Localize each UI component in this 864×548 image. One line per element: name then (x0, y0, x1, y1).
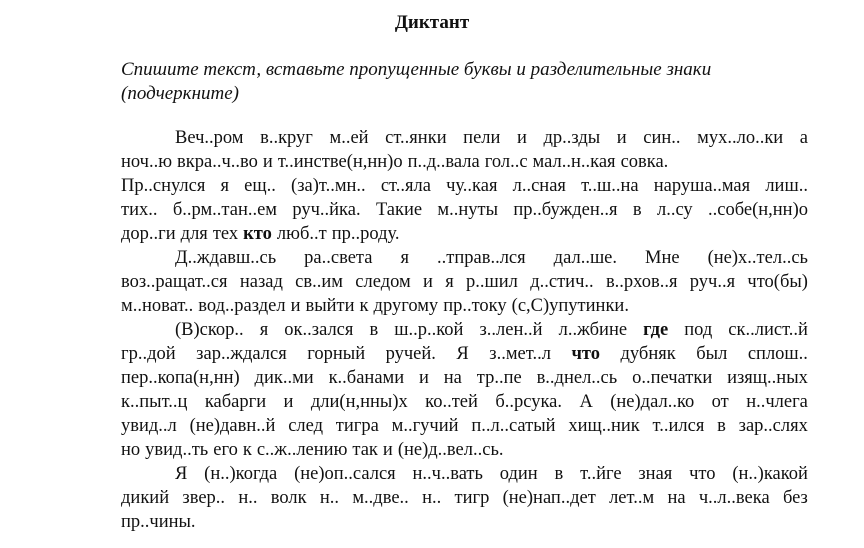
word: пр..роду. (331, 224, 400, 244)
word: и (283, 392, 294, 412)
word: звер.. (182, 488, 226, 508)
page-title: Диктант (394, 12, 470, 33)
word: другому (373, 296, 439, 316)
text-line (121, 342, 808, 366)
word: т..йге (580, 464, 622, 484)
word: Веч..ром (175, 128, 244, 148)
word: мух..ло..ки (697, 128, 784, 148)
text-line (121, 510, 808, 534)
word: увид..л (121, 416, 177, 436)
word: в (717, 416, 726, 436)
task-instruction (121, 58, 711, 106)
word: (не)давн..й (189, 416, 276, 436)
word: сплош.. (747, 344, 808, 364)
text-line (121, 486, 808, 510)
word: руч..я (689, 272, 736, 292)
word: тех (212, 224, 239, 244)
word: один (499, 464, 538, 484)
word: (за)т..мн.. (291, 176, 366, 196)
word: лиш.. (765, 176, 808, 196)
word: чу..кая (446, 176, 498, 196)
word: что (689, 464, 716, 484)
word: ок..зался (284, 320, 354, 340)
word: в..круг (260, 128, 313, 148)
word: руч..йка. (292, 200, 361, 220)
task-line: (подчеркните) (121, 83, 239, 104)
word: так (352, 440, 378, 460)
text-line (121, 462, 808, 486)
word: к..банами (328, 368, 405, 388)
word: к..пыт..ц (121, 392, 188, 412)
word: от (711, 392, 729, 412)
word: н..члега (746, 392, 808, 412)
word: дикий (121, 488, 170, 508)
text-line (121, 150, 808, 174)
word: (не)х..тел..сь (707, 248, 808, 268)
word: изящ..ных (727, 368, 808, 388)
word: А (579, 392, 593, 412)
word: был (696, 344, 728, 364)
word: др..зды (543, 128, 601, 148)
task-line: Спишите текст, вставьте пропущенные буквы и разделительные знаки (121, 59, 712, 80)
word: что(бы) (747, 272, 808, 292)
text-line (121, 174, 808, 198)
word: н.. (238, 488, 258, 508)
word: в (554, 464, 564, 484)
word: тих.. (121, 200, 158, 220)
word: н.. (422, 488, 442, 508)
paragraph (121, 318, 808, 462)
word: я (445, 272, 454, 292)
word: ноч..ю (121, 152, 173, 172)
word: б..рсука. (495, 392, 563, 412)
word: наруша..мая (653, 176, 751, 196)
word: дубняк (620, 344, 676, 364)
word: (В)скор.. (175, 320, 244, 340)
word: на (443, 368, 462, 388)
word: пер..копа(н,нн) (121, 368, 240, 388)
text-line (121, 294, 808, 318)
word: п..д..вала (407, 152, 480, 172)
word: дор..ги (121, 224, 176, 244)
word: л..су (656, 200, 693, 220)
word: воз..ращат..ся (121, 272, 228, 292)
word: ш..р..кой (394, 320, 464, 340)
word: дли(н,нны)х (310, 392, 408, 412)
word: зар..ждался (196, 344, 287, 364)
word: и (423, 272, 433, 292)
word: ч..л..века (698, 488, 770, 508)
text-line (121, 270, 808, 294)
word: лет..м (609, 488, 655, 508)
word: в (369, 320, 379, 340)
word: и (262, 152, 273, 172)
word: тигра (335, 416, 379, 436)
word: ст..яла (380, 176, 431, 196)
word: и (517, 128, 527, 148)
word: к (242, 440, 252, 460)
word: его (213, 440, 238, 460)
word: ст..янки (385, 128, 447, 148)
word: пр..чины. (121, 512, 196, 532)
word: под (684, 320, 713, 340)
word: п..л..сатый (471, 416, 556, 436)
word: пели (463, 128, 501, 148)
word: гол..с (484, 152, 528, 172)
text-line (121, 414, 808, 438)
word: л..жбине (558, 320, 628, 340)
word: след (288, 416, 324, 436)
word: о..печатки (632, 368, 713, 388)
word: б..рм..тан..ем (172, 200, 278, 220)
bold-word: где (643, 320, 669, 340)
word: н..ч..вать (412, 464, 483, 484)
word: пр..бужден..я (513, 200, 618, 220)
word: и (616, 128, 627, 148)
word: т..ился (652, 416, 705, 436)
word: Мне (645, 248, 680, 268)
word: н.. (319, 488, 340, 508)
word: ещ.. (244, 176, 276, 196)
word: ручей. (385, 344, 436, 364)
word: Такие (375, 200, 423, 220)
word: вод..раздел (198, 296, 286, 316)
word: кабарги (204, 392, 267, 412)
word: назад (239, 272, 283, 292)
word: на (667, 488, 686, 508)
text-line (121, 126, 808, 150)
word: и (382, 440, 393, 460)
word: гр..дой (121, 344, 176, 364)
word: м..гучий (391, 416, 459, 436)
word: в..рхов..я (605, 272, 678, 292)
word: и (290, 296, 301, 316)
word: Я (456, 344, 469, 364)
word: р..шил (466, 272, 518, 292)
word: ко..тей (425, 392, 478, 412)
word: мал..н..кая (532, 152, 616, 172)
word: т..ш..на (581, 176, 639, 196)
word: д..стич.. (530, 272, 594, 292)
word: следом (355, 272, 411, 292)
word: зар..слях (738, 416, 808, 436)
word: выйти (305, 296, 355, 316)
word: св..им (295, 272, 343, 292)
word: я (220, 176, 230, 196)
word: тр..пе (476, 368, 522, 388)
word: пр..току (443, 296, 507, 316)
word: к (359, 296, 369, 316)
word: для (180, 224, 208, 244)
word: з..мет..л (489, 344, 551, 364)
word: увид..ть (145, 440, 209, 460)
word: (н..)какой (732, 464, 808, 484)
text-line (121, 438, 808, 462)
word: дик..ми (254, 368, 314, 388)
word: я (400, 248, 409, 268)
word: (не)д..вел..сь. (397, 440, 504, 460)
word: м..нуты (437, 200, 499, 220)
word: волк (270, 488, 307, 508)
word: и (419, 368, 429, 388)
word: люб..т (276, 224, 327, 244)
word: Я (175, 464, 188, 484)
word: ск..лист..й (728, 320, 808, 340)
word: дал..ше. (553, 248, 618, 268)
word: в (632, 200, 642, 220)
word: м..две.. (352, 488, 409, 508)
text-line (121, 198, 808, 222)
word: а (799, 128, 808, 148)
word: (н..)когда (204, 464, 278, 484)
word: тигр (454, 488, 490, 508)
word: ..тправ..лся (437, 248, 526, 268)
dictation-text (121, 126, 808, 534)
word: я (259, 320, 269, 340)
word: (не)дал..ко (610, 392, 695, 412)
text-line (121, 366, 808, 390)
word: без (782, 488, 808, 508)
text-line (121, 318, 808, 342)
word: л..сная (512, 176, 566, 196)
word: м..новат.. (121, 296, 194, 316)
word: горный (307, 344, 366, 364)
word: син.. (643, 128, 681, 148)
word: ..собе(н,нн)о (708, 200, 808, 220)
paragraph (121, 246, 808, 318)
word: в..днел..сь (536, 368, 618, 388)
word: зная (638, 464, 673, 484)
text-line (121, 390, 808, 414)
word: Д..ждавш..сь (175, 248, 277, 268)
word: но (121, 440, 141, 460)
paragraph (121, 126, 808, 246)
bold-word: что (571, 344, 600, 364)
word: Пр..снулся (121, 176, 206, 196)
bold-word: кто (243, 224, 272, 244)
text-line (121, 246, 808, 270)
paragraph (121, 462, 808, 534)
word: ра..света (304, 248, 373, 268)
word: (не)оп..сался (294, 464, 396, 484)
word: совка. (620, 152, 669, 172)
word: (не)нап..дет (502, 488, 596, 508)
word: хищ..ник (568, 416, 640, 436)
text-line (121, 222, 808, 246)
word: м..ей (329, 128, 369, 148)
word: вкра..ч..во (177, 152, 258, 172)
word: т..инстве(н,нн)о (277, 152, 403, 172)
word: с..ж..лению (256, 440, 348, 460)
word: з..лен..й (479, 320, 543, 340)
word: (с,С)упутинки. (511, 296, 629, 316)
